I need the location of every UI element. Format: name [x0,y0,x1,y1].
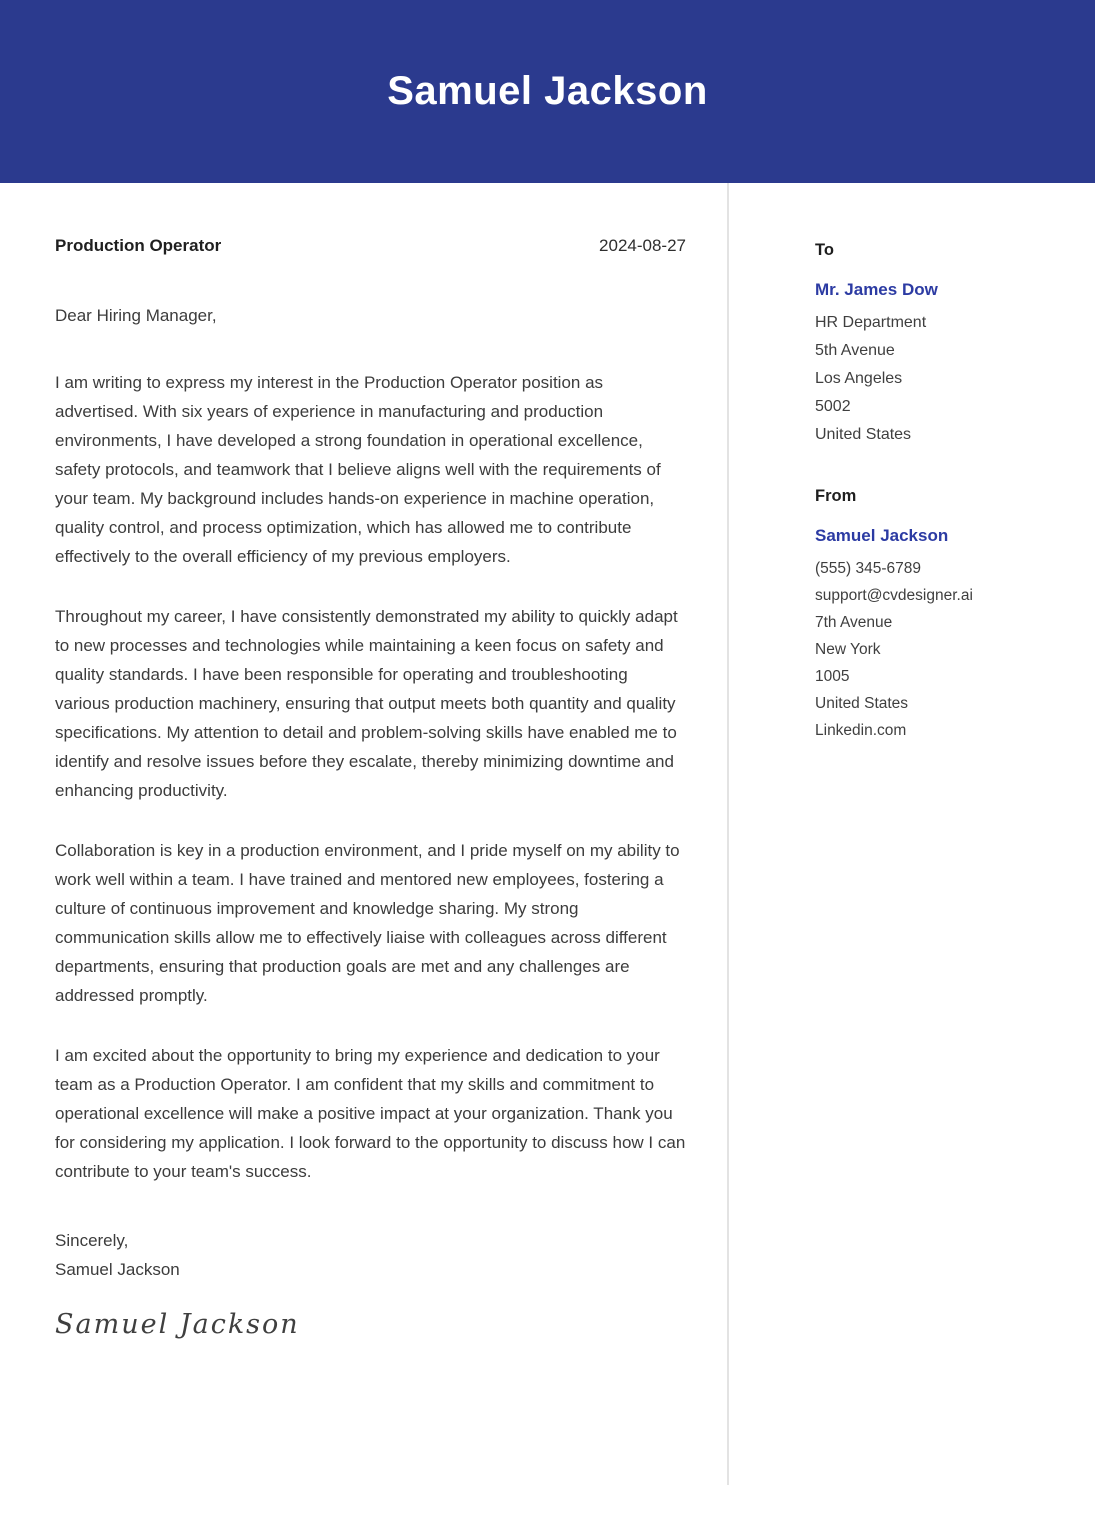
letter-body [55,183,686,1485]
letter-paragraph-3: Collaboration is key in a production environment, and I pride myself on my ability to work well within a team. I have trained and mentored new employees, fostering a culture of continuous improvement and knowledge sharing. My strong communication skills allow me to effectively liaise with colleagues across different departments, ensuring that production goals are met and any challenges are addressed promptly. [55,841,680,1005]
header-banner [0,0,1095,183]
recipient-address-line: HR Department [815,314,927,331]
sender-details [815,555,1095,744]
sender-address-line: 7th Avenue [815,614,893,631]
recipient-address-line: 5002 [815,398,851,415]
sender-address-line: United States [815,695,909,712]
closing-block [55,1226,686,1284]
sender-address-line: New York [815,641,881,658]
recipient-section [815,241,1095,449]
contact-sidebar [815,183,1095,1485]
column-divider [727,183,729,1485]
handwritten-signature: Samuel Jackson [55,1309,300,1340]
content-columns [0,183,1095,1485]
sender-email: support@cvdesigner.ai [815,587,973,604]
sender-linkedin: Linkedin.com [815,722,907,739]
recipient-address [815,309,1095,449]
letter-date: 2024-08-27 [599,236,686,255]
recipient-address-line: United States [815,426,912,443]
page-title: Samuel Jackson [387,69,708,113]
closing-name: Samuel Jackson [55,1260,180,1279]
from-heading: From [815,487,857,505]
job-title: Production Operator [55,236,222,255]
to-heading: To [815,241,834,259]
letter-meta-row [55,231,686,260]
sender-section [815,487,1095,744]
salutation: Dear Hiring Manager, [55,306,217,325]
sender-name-link[interactable]: Samuel Jackson [815,526,949,545]
recipient-name-link[interactable]: Mr. James Dow [815,280,938,299]
sender-phone: (555) 345-6789 [815,560,921,577]
letter-paragraph-1: I am writing to express my interest in the Production Operator position as advertised. With six years of experience in manufacturing and production environments, I have developed a strong foundation in operational excellence, safety protocols, and teamwork that I believe aligns well with the requirements of your team. My background includes hands-on experience in machine operation, quality control, and process optimization, which has allowed me to contribute effectively to the overall efficiency of my previous employers. [55,373,661,566]
recipient-address-line: 5th Avenue [815,342,895,359]
closing-word: Sincerely, [55,1231,129,1250]
letter-paragraph-2: Throughout my career, I have consistently demonstrated my ability to quickly adapt to new processes and technologies while maintaining a keen focus on safety and quality standards. I have been responsible for operating and troubleshooting various production machinery, ensuring that output meets both quantity and quality specifications. My attention to detail and problem-solving skills have enabled me to identify and resolve issues before they escalate, thereby minimizing downtime and enhancing productivity. [55,607,678,800]
sender-address-line: 1005 [815,668,850,685]
letter-paragraph-4: I am excited about the opportunity to bring my experience and dedication to your team as a Production Operator. I am confident that my skills and commitment to operational excellence will make a positive impact at your organization. Thank you for considering my application. I look forward to the opportunity to discuss how I can contribute to your team's success. [55,1046,686,1181]
recipient-address-line: Los Angeles [815,370,903,387]
